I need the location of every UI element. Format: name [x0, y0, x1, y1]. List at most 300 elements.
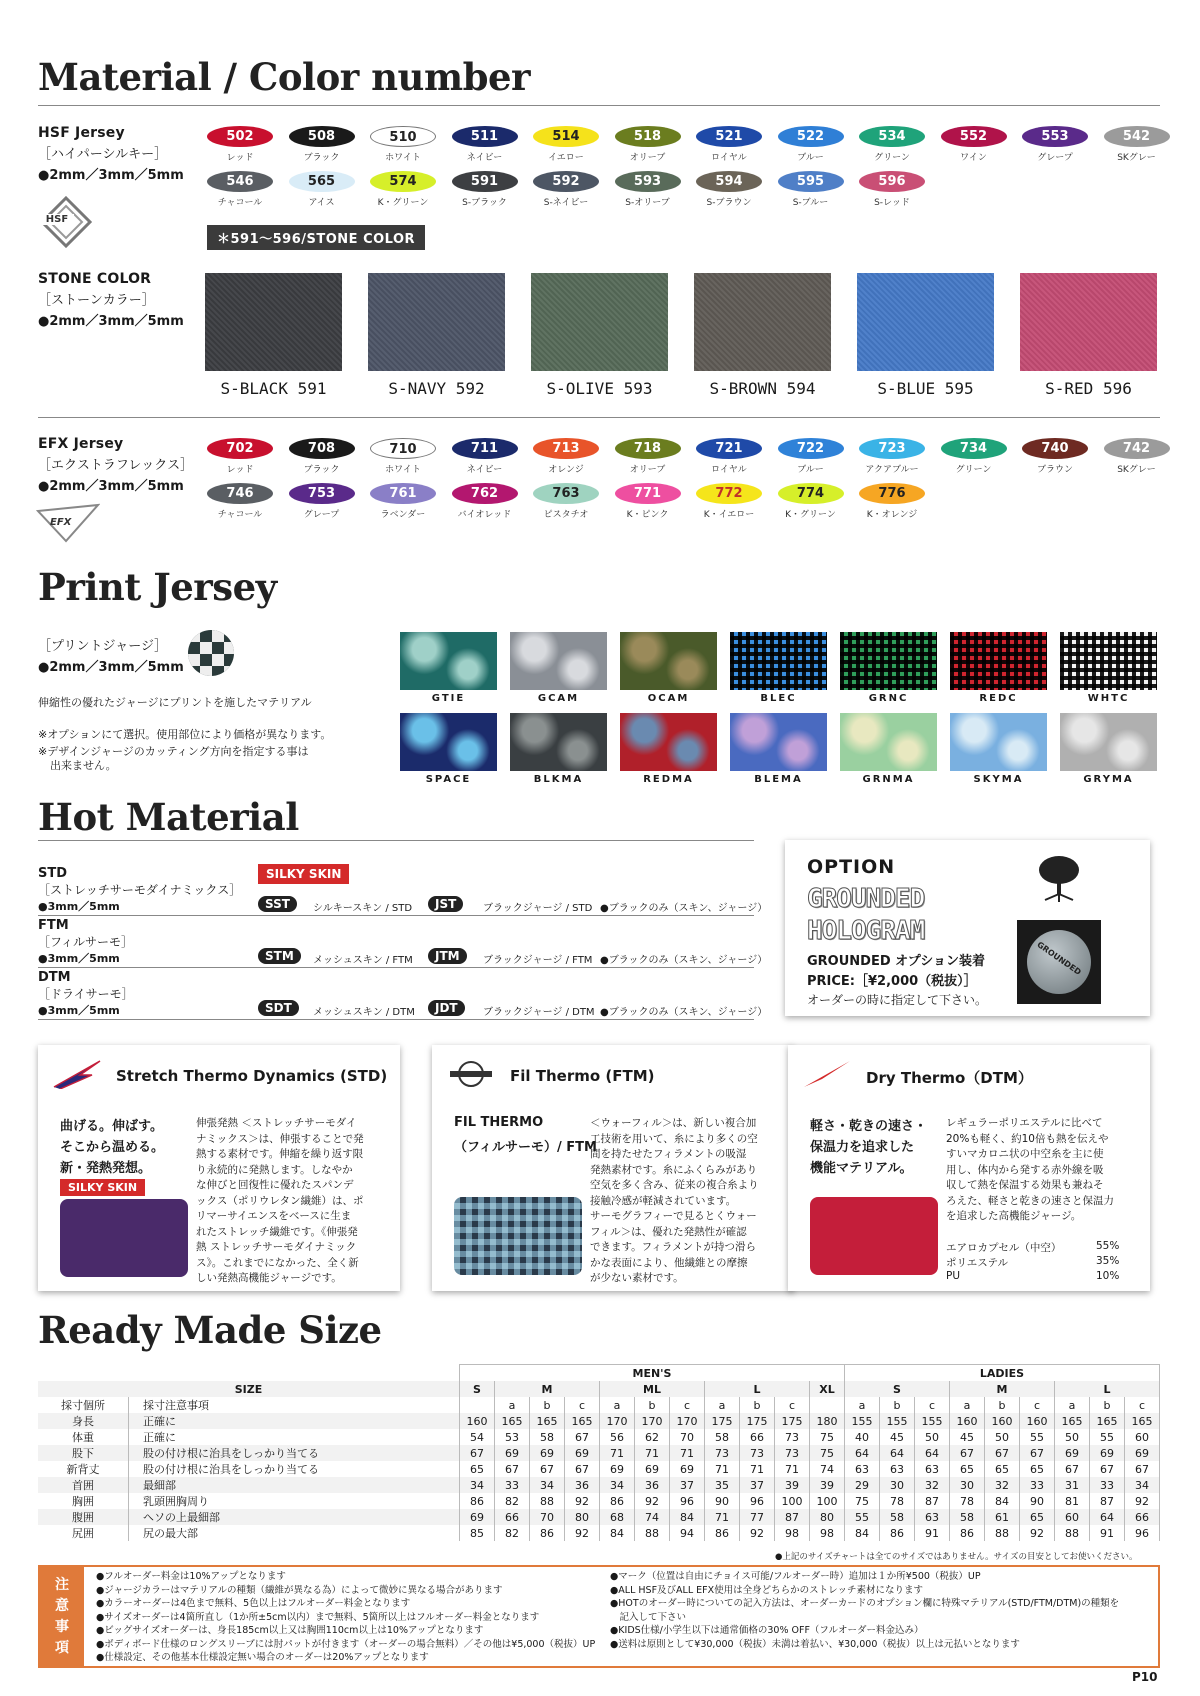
- size-value: 69: [1125, 1445, 1160, 1461]
- sub-size: b: [635, 1397, 670, 1413]
- divider: [38, 1019, 754, 1020]
- size-value: 92: [1020, 1525, 1055, 1541]
- page-number: P10: [1132, 1670, 1158, 1684]
- sub-size: c: [670, 1397, 705, 1413]
- efx-chip: [362, 483, 444, 520]
- hsf-color-code: 518: [615, 126, 681, 147]
- print-desc: 伸縮性の優れたジャージにプリントを施したマテリアル: [38, 696, 312, 709]
- hsf-color-code: 574: [370, 171, 436, 192]
- print-note-2: ※デザインジャージのカッティング方向を指定する事は: [38, 745, 309, 758]
- size-value: 54: [460, 1429, 495, 1445]
- size-value: 160: [460, 1413, 495, 1429]
- note-item: ●ALL HSF及びALL EFX使用は全身どちらかのストレッチ素材になります: [610, 1584, 924, 1596]
- size-value: 61: [985, 1509, 1020, 1525]
- size-value: 88: [635, 1525, 670, 1541]
- print-tile: [950, 632, 1047, 690]
- size-value: 64: [915, 1445, 950, 1461]
- size-value: 45: [880, 1429, 915, 1445]
- note-item: ●カラーオーダーは4色まで無料、5色以上はフルオーダー料金となります: [96, 1598, 411, 1609]
- efx-color-code: 762: [452, 483, 518, 504]
- tech-panel-title: Dry Thermo（DTM）: [866, 1069, 1033, 1087]
- size-value: 160: [985, 1413, 1020, 1429]
- size-value: 73: [775, 1429, 810, 1445]
- hsf-color-code: 502: [207, 126, 273, 147]
- size-value: 67: [495, 1461, 530, 1477]
- hot-row-title: DTM: [38, 970, 71, 985]
- hsf-color-name: ブルー: [797, 153, 824, 163]
- sub-size: a: [705, 1397, 740, 1413]
- print-tile: [400, 632, 497, 690]
- composition-name: PU: [946, 1270, 961, 1282]
- size-value: 69: [495, 1445, 530, 1461]
- print-tile-label: GTIE: [431, 693, 466, 704]
- black-only-note: ●ブラックのみ（スキン、ジャージ）: [600, 955, 768, 966]
- efx-chip: [851, 483, 933, 520]
- size-group: ML: [600, 1381, 705, 1397]
- size-value: 63: [880, 1461, 915, 1477]
- hsf-color-code: 546: [207, 171, 273, 192]
- size-value: 71: [705, 1461, 740, 1477]
- print-tile: [730, 713, 827, 771]
- hsf-header: [38, 125, 188, 183]
- size-value: 39: [810, 1477, 845, 1493]
- material-code-desc: ブラックジャージ / FTM: [483, 955, 593, 966]
- size-value: 34: [460, 1477, 495, 1493]
- print-note-1: ※オプションにて選択。使用部位により価格が異なります。: [38, 728, 332, 741]
- size-value: 180: [810, 1413, 845, 1429]
- size-value: 58: [530, 1429, 565, 1445]
- print-tile-label: BLEMA: [754, 774, 803, 785]
- hot-row-thickness: ●3mm／5mm: [38, 1004, 120, 1017]
- hot-row-title: FTM: [38, 918, 69, 933]
- efx-chip: [607, 438, 689, 475]
- print-tile-label: BLKMA: [533, 774, 584, 785]
- size-value: 91: [1090, 1525, 1125, 1541]
- size-value: 100: [810, 1493, 845, 1509]
- size-value: 88: [985, 1525, 1020, 1541]
- size-value: 31: [1055, 1477, 1090, 1493]
- efx-color-name: バイオレッド: [457, 510, 512, 520]
- size-value: 35: [705, 1477, 740, 1493]
- stone-swatch: [531, 273, 668, 371]
- size-value: 165: [495, 1413, 530, 1429]
- notes-box: [38, 1565, 1160, 1668]
- stone-swatch: [1020, 273, 1157, 371]
- size-value: 62: [635, 1429, 670, 1445]
- hsf-chip: [444, 126, 526, 163]
- notes-side-label: [40, 1567, 84, 1666]
- option-title: OPTION: [807, 856, 896, 878]
- size-value: 64: [845, 1445, 880, 1461]
- size-value: 69: [565, 1445, 600, 1461]
- hsf-chip: [933, 126, 1015, 163]
- hsf-chip: [607, 126, 689, 163]
- tech-lead-line: 軽さ・乾きの速さ・: [810, 1119, 928, 1134]
- fabric-sample: [454, 1197, 582, 1275]
- hsf-chip: [851, 171, 933, 208]
- print-note-3: 出来ません。: [50, 759, 117, 772]
- efx-color-name: ブラウン: [1036, 465, 1073, 475]
- hsf-color-code: 508: [289, 126, 355, 147]
- notes-side-char: 注: [55, 1577, 69, 1593]
- sub-size: a: [1055, 1397, 1090, 1413]
- tech-body-line: しい発熱高機能ジャージです。: [196, 1272, 342, 1284]
- size-value: 84: [600, 1525, 635, 1541]
- size-value: 69: [460, 1509, 495, 1525]
- hsf-color-name: S-ブルー: [792, 198, 829, 208]
- print-tile-label: WHTC: [1087, 693, 1130, 704]
- notes-side-char: 項: [55, 1640, 69, 1656]
- sub-size: a: [950, 1397, 985, 1413]
- measure-note: 股の付け根に治具をしっかり当てる: [129, 1461, 460, 1477]
- hsf-color-name: グレープ: [1037, 153, 1073, 163]
- efx-color-code: 763: [533, 483, 599, 504]
- divider: [38, 840, 754, 841]
- size-title: Ready Made Size: [38, 1308, 382, 1352]
- print-jp: ［プリントジャージ］: [38, 639, 168, 654]
- measure-note: 尻の最大部: [129, 1525, 460, 1541]
- hsf-color-code: 511: [452, 126, 518, 147]
- hsf-color-code: 591: [452, 171, 518, 192]
- size-group: M: [495, 1381, 600, 1397]
- hsf-chip: [281, 126, 363, 163]
- hsf-color-name: ワイン: [960, 153, 987, 163]
- hot-row-header: [38, 918, 238, 966]
- hsf-color-code: 565: [289, 171, 355, 192]
- size-value: 96: [740, 1493, 775, 1509]
- measure-point: 腹囲: [38, 1509, 129, 1525]
- efx-chip: [362, 438, 444, 475]
- size-value: 100: [775, 1493, 810, 1509]
- hsf-chip: [607, 171, 689, 208]
- efx-color-code: 774: [778, 483, 844, 504]
- size-value: 71: [740, 1461, 775, 1477]
- size-value: 32: [985, 1477, 1020, 1493]
- tech-body-line: 空気を多く含み、従来の複合糸より: [590, 1179, 759, 1191]
- size-value: 71: [705, 1509, 740, 1525]
- size-value: 71: [635, 1445, 670, 1461]
- size-value: 175: [740, 1413, 775, 1429]
- efx-color-code: 772: [696, 483, 762, 504]
- efx-color-name: K・グリーン: [785, 510, 836, 520]
- tech-body-line: り永続的に発熱します。しなやか: [196, 1163, 353, 1176]
- material-code-desc: シルキースキン / STD: [313, 903, 413, 914]
- tech-body-line: が少ない素材です。: [590, 1272, 684, 1284]
- efx-chip: [933, 438, 1015, 475]
- hsf-chip: [851, 126, 933, 163]
- hsf-chip: [770, 126, 852, 163]
- print-tile-label: REDC: [979, 693, 1018, 704]
- tech-panel-title: Stretch Thermo Dynamics (STD): [116, 1067, 388, 1085]
- hsf-chip: [525, 126, 607, 163]
- table-row: [38, 1493, 1160, 1509]
- size-value: 165: [1055, 1413, 1090, 1429]
- size-table: [38, 1364, 1160, 1541]
- efx-chip: [770, 438, 852, 475]
- material-code-badge: SDT: [258, 1000, 299, 1016]
- table-row: [38, 1365, 1160, 1382]
- size-value: 65: [950, 1461, 985, 1477]
- size-value: 67: [1020, 1445, 1055, 1461]
- print-tile: [1060, 632, 1157, 690]
- stone-jp: ［ストーンカラー］: [38, 293, 155, 308]
- efx-color-name: ラベンダー: [380, 510, 426, 520]
- size-value: 170: [635, 1413, 670, 1429]
- size-value: 160: [950, 1413, 985, 1429]
- print-tile: [510, 713, 607, 771]
- stone-thickness: ●2mm／3mm／5mm: [38, 314, 184, 329]
- composition-percent: 10%: [1096, 1270, 1120, 1282]
- hsf-color-name: S-オリーブ: [625, 198, 670, 208]
- stone-swatch: [694, 273, 831, 371]
- efx-chip: [1014, 438, 1096, 475]
- efx-color-code: 746: [207, 483, 273, 504]
- measure-point: 身長: [38, 1413, 129, 1429]
- tech-body-line: 間を持たせたフィラメントの吸湿: [590, 1148, 747, 1160]
- size-value: 165: [1090, 1413, 1125, 1429]
- material-code-badge: JST: [428, 896, 463, 912]
- print-tile-label: GRNC: [868, 693, 909, 704]
- hsf-chip: [199, 171, 281, 208]
- sub-size: b: [740, 1397, 775, 1413]
- mens-header: MEN'S: [460, 1365, 845, 1382]
- size-value: 34: [530, 1477, 565, 1493]
- sub-size: c: [775, 1397, 810, 1413]
- size-value: 86: [705, 1525, 740, 1541]
- size-value: 82: [495, 1493, 530, 1509]
- size-value: 86: [530, 1525, 565, 1541]
- size-group: L: [705, 1381, 810, 1397]
- table-row: [38, 1381, 1160, 1397]
- efx-color-name: K・ピンク: [626, 510, 669, 520]
- size-value: 84: [845, 1525, 880, 1541]
- size-value: 55: [1020, 1429, 1055, 1445]
- size-value: 160: [1020, 1413, 1055, 1429]
- measure-note: 正確に: [129, 1413, 460, 1429]
- measure-point: 体重: [38, 1429, 129, 1445]
- size-value: 73: [740, 1445, 775, 1461]
- table-row: [38, 1429, 1160, 1445]
- size-value: 155: [845, 1413, 880, 1429]
- black-only-note: ●ブラックのみ（スキン、ジャージ）: [600, 1007, 768, 1018]
- tech-lead-line: 保温力を追求した: [810, 1140, 915, 1155]
- size-value: 67: [950, 1445, 985, 1461]
- print-tile: [1060, 713, 1157, 771]
- size-value: 30: [950, 1477, 985, 1493]
- size-value: 71: [600, 1445, 635, 1461]
- hsf-color-name: S-レッド: [874, 198, 910, 208]
- hsf-color-code: 522: [778, 126, 844, 147]
- print-tile: [400, 713, 497, 771]
- hologram-patch-text: GROUNDED: [1035, 940, 1083, 977]
- tech-body-line: 用し、体内から発する赤外線を吸: [946, 1163, 1104, 1176]
- size-value: 40: [845, 1429, 880, 1445]
- print-tile: [840, 632, 937, 690]
- note-item: 記入して下さい: [610, 1611, 687, 1623]
- tech-body-line: 熱 ストレッチサーモダイナミック: [196, 1241, 357, 1253]
- size-value: 90: [1020, 1493, 1055, 1509]
- size-value: 69: [1055, 1445, 1090, 1461]
- size-value: 96: [670, 1493, 705, 1509]
- efx-chip: [688, 483, 770, 520]
- silky-skin-badge: SILKY SKIN: [258, 864, 349, 884]
- table-row: [38, 1509, 1160, 1525]
- sub-size: c: [915, 1397, 950, 1413]
- sub-size: c: [1020, 1397, 1055, 1413]
- efx-color-code: 710: [370, 438, 436, 459]
- tech-lead-line: （フィルサーモ）/ FTM: [454, 1140, 597, 1155]
- size-value: 69: [1090, 1445, 1125, 1461]
- size-value: 50: [985, 1429, 1020, 1445]
- efx-color-name: SKグレー: [1117, 465, 1156, 475]
- size-value: 60: [1055, 1509, 1090, 1525]
- note-item: ●サイズオーダーは4箇所直し（1か所±5cm以内）まで無料、5箇所以上はフルオーダー料金となります: [96, 1611, 540, 1623]
- size-value: 58: [950, 1509, 985, 1525]
- measure-note: 最細部: [129, 1477, 460, 1493]
- table-header: 採寸個所: [38, 1397, 129, 1413]
- size-value: 92: [635, 1493, 670, 1509]
- tech-lead-line: 機能マテリアル。: [810, 1161, 913, 1176]
- size-value: 91: [915, 1525, 950, 1541]
- size-value: 85: [460, 1525, 495, 1541]
- size-value: 98: [810, 1525, 845, 1541]
- tech-body-line: 伸張発熱 ＜ストレッチサーモダイ: [196, 1117, 357, 1129]
- tech-lead-line: FIL THERMO: [454, 1115, 544, 1130]
- stone-swatch: [857, 273, 994, 371]
- efx-color-code: 771: [615, 483, 681, 504]
- tech-logo-icon: [802, 1059, 852, 1089]
- size-value: 50: [1055, 1429, 1090, 1445]
- tech-logo-icon: [52, 1059, 102, 1089]
- option-box: [785, 840, 1150, 1016]
- sub-size: c: [1125, 1397, 1160, 1413]
- size-value: 36: [635, 1477, 670, 1493]
- print-tile: [950, 713, 1047, 771]
- size-value: 165: [530, 1413, 565, 1429]
- table-row: [38, 1413, 1160, 1429]
- size-value: 69: [530, 1445, 565, 1461]
- size-value: 67: [460, 1445, 495, 1461]
- size-value: 36: [565, 1477, 600, 1493]
- size-value: 65: [985, 1461, 1020, 1477]
- hsf-chip: [1014, 126, 1096, 163]
- size-value: 86: [460, 1493, 495, 1509]
- efx-color-code: 708: [289, 438, 355, 459]
- note-item: ●仕様設定、その他基本仕様設定無い場合のオーダーは20%アップとなります: [96, 1652, 429, 1663]
- hot-row-jp: ［フィルサーモ］: [38, 935, 134, 949]
- composition-name: ポリエステル: [946, 1257, 1009, 1269]
- sub-size: a: [495, 1397, 530, 1413]
- size-value: 155: [880, 1413, 915, 1429]
- efx-color-name: チャコール: [217, 510, 263, 520]
- sub-size: b: [530, 1397, 565, 1413]
- size-value: 98: [775, 1525, 810, 1541]
- size-value: 66: [740, 1429, 775, 1445]
- print-tile-label: GRNMA: [862, 774, 915, 785]
- tech-body-line: ろえた、軽さと乾きの速さと保温力: [946, 1194, 1114, 1207]
- size-value: 58: [705, 1429, 740, 1445]
- size-value: 88: [1055, 1525, 1090, 1541]
- size-value: 50: [915, 1429, 950, 1445]
- divider: [38, 105, 1160, 106]
- efx-color-code: 742: [1104, 438, 1170, 459]
- efx-color-name: ホワイト: [385, 465, 421, 475]
- tech-body-line: ナミックス＞は、伸張することで発: [196, 1132, 364, 1145]
- efx-chip: [525, 438, 607, 475]
- efx-color-name: ネイビー: [466, 465, 503, 475]
- efx-chip: [770, 483, 852, 520]
- hsf-color-name: チャコール: [217, 198, 263, 208]
- hsf-color-name: アイス: [308, 198, 335, 208]
- size-group: M: [950, 1381, 1055, 1397]
- tree-logo-icon: [1033, 852, 1085, 904]
- note-item: ●送料は原則として¥30,000（税抜）未満は着払い、¥30,000（税抜）以上は元払いとなります: [610, 1638, 1020, 1650]
- size-value: 65: [1020, 1461, 1055, 1477]
- efx-color-code: 740: [1022, 438, 1088, 459]
- hsf-color-name: SKグレー: [1117, 153, 1156, 163]
- efx-color-code: 776: [859, 483, 925, 504]
- table-row: [38, 1525, 1160, 1541]
- efx-color-code: 702: [207, 438, 273, 459]
- print-tile: [840, 713, 937, 771]
- sub-size: a: [845, 1397, 880, 1413]
- note-item: ●KIDS仕様/小学生以下は通常価格の30% OFF（フルオーダー料金込み）: [610, 1625, 924, 1636]
- tech-body-line: な伸びと回復性に優れたスパンデ: [196, 1179, 354, 1191]
- hsf-color-code: 595: [778, 171, 844, 192]
- measure-note: 正確に: [129, 1429, 460, 1445]
- size-value: 63: [915, 1461, 950, 1477]
- efx-color-code: 753: [289, 483, 355, 504]
- print-tile-label: BLEC: [760, 693, 797, 704]
- size-value: 64: [1090, 1509, 1125, 1525]
- size-value: 53: [495, 1429, 530, 1445]
- size-footnote: ●上記のサイズチャートは全てのサイズではありません。サイズの目安としてお使いください。: [775, 1552, 1138, 1562]
- size-group: L: [1055, 1381, 1160, 1397]
- measure-point: 首囲: [38, 1477, 129, 1493]
- sub-size: b: [985, 1397, 1020, 1413]
- stone-swatch-label: S-BROWN 594: [709, 379, 816, 398]
- size-header: SIZE: [38, 1381, 460, 1397]
- efx-color-name: K・イエロー: [703, 510, 755, 520]
- efx-color-code: 723: [859, 438, 925, 459]
- note-item: ●HOTのオーダー時についての記入方法は、オーダーカードのオプション欄に特殊マテリアル(STD/FTM/DTM)の種類を: [610, 1598, 1120, 1609]
- efx-chip: [444, 483, 526, 520]
- note-item: ●マーク（位置は自由にチョイス可能/フルオーダー時）追加は１か所¥500（税抜）UP: [610, 1571, 981, 1582]
- efx-color-code: 721: [696, 438, 762, 459]
- size-value: 32: [915, 1477, 950, 1493]
- size-value: 96: [1125, 1525, 1160, 1541]
- note-item: ●ジャージカラーはマテリアルの種類（繊維が異なる為）によって微妙に異なる場合があります: [96, 1584, 503, 1596]
- sub-size: b: [880, 1397, 915, 1413]
- size-group: S: [460, 1381, 495, 1397]
- size-value: 66: [495, 1509, 530, 1525]
- size-value: 33: [495, 1477, 530, 1493]
- hsf-color-name: グリーン: [874, 153, 910, 163]
- tech-body-line: 発熱素材です。糸にふくらみがあり: [590, 1163, 758, 1176]
- print-thickness: ●2mm／3mm／5mm: [38, 660, 184, 675]
- efx-color-name: ブルー: [797, 465, 824, 475]
- efx-chip: [1096, 438, 1178, 475]
- tech-logo-icon: [446, 1059, 496, 1089]
- fabric-sample: [60, 1199, 188, 1277]
- tech-lead-line: 新・発熱発想。: [60, 1161, 152, 1176]
- efx-color-name: ピスタチオ: [543, 510, 589, 520]
- size-value: 77: [740, 1509, 775, 1525]
- option-note: オーダーの時に指定して下さい。: [807, 993, 988, 1007]
- material-code-desc: ブラックジャージ / DTM: [483, 1007, 595, 1018]
- efx-chip: [688, 438, 770, 475]
- efx-jp: ［エクストラフレックス］: [38, 458, 194, 473]
